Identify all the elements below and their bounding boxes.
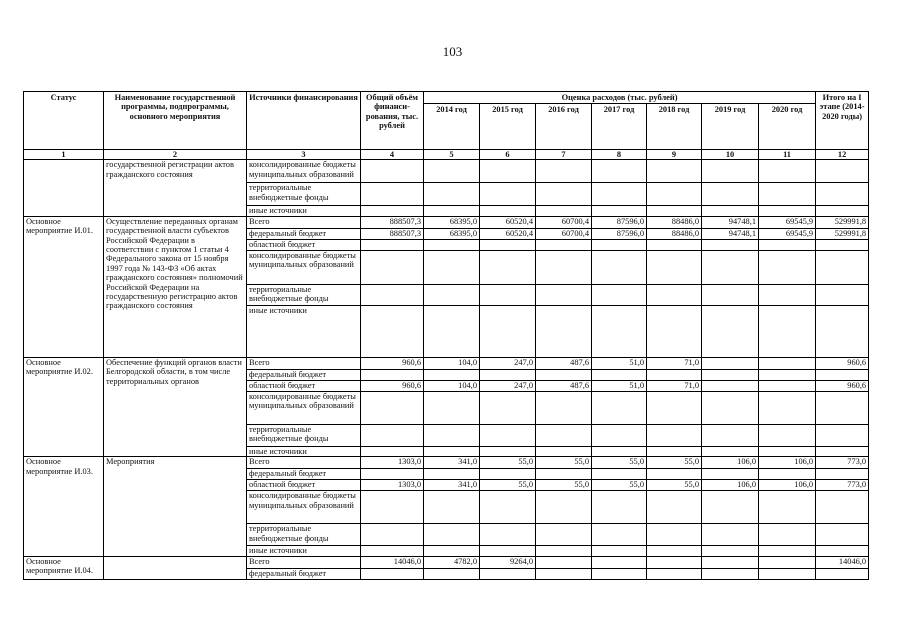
funding-source-cell: Всего bbox=[247, 457, 361, 469]
stage-total-cell bbox=[816, 491, 869, 524]
column-number: 9 bbox=[647, 150, 702, 160]
status-cell: Основное мероприятие И.03. bbox=[24, 457, 104, 556]
year-value-cell: 341,0 bbox=[424, 480, 480, 491]
year-value-cell bbox=[480, 183, 536, 206]
header-year: 2018 год bbox=[647, 104, 702, 150]
year-value-cell: 51,0 bbox=[592, 380, 647, 391]
year-value-cell bbox=[702, 469, 759, 480]
year-value-cell bbox=[424, 160, 480, 183]
year-value-cell bbox=[424, 305, 480, 357]
year-value-cell bbox=[424, 369, 480, 380]
year-value-cell bbox=[592, 183, 647, 206]
year-value-cell bbox=[424, 446, 480, 456]
year-value-cell bbox=[759, 250, 816, 284]
stage-total-cell bbox=[816, 568, 869, 579]
total-cell bbox=[361, 284, 424, 305]
year-value-cell: 9264,0 bbox=[480, 556, 536, 568]
year-value-cell: 487,6 bbox=[536, 357, 592, 369]
year-value-cell bbox=[480, 469, 536, 480]
year-value-cell: 4782,0 bbox=[424, 556, 480, 568]
program-name-cell: Осуществление переданных органам государственной власти субъектов Российской Федерации в соответствии с пунктом 1 статьи 4 Федерального закона от 15 ноября 1997 года № 143-ФЗ «Об актах гражданского состояния» полномочий Российской Федерации на государственную регистрацию актов гражданского состояния bbox=[104, 216, 247, 357]
stage-total-cell bbox=[816, 160, 869, 183]
funding-source-cell: иные источники bbox=[247, 206, 361, 216]
column-number: 4 bbox=[361, 150, 424, 160]
stage-total-cell bbox=[816, 446, 869, 456]
funding-source-cell: иные источники bbox=[247, 546, 361, 556]
year-value-cell bbox=[592, 568, 647, 579]
column-number: 3 bbox=[247, 150, 361, 160]
year-value-cell bbox=[592, 424, 647, 446]
total-cell: 960,6 bbox=[361, 380, 424, 391]
year-value-cell bbox=[592, 369, 647, 380]
column-number: 6 bbox=[480, 150, 536, 160]
year-value-cell bbox=[759, 357, 816, 369]
status-cell: Основное мероприятие И.02. bbox=[24, 357, 104, 456]
year-value-cell: 55,0 bbox=[480, 457, 536, 469]
year-value-cell: 104,0 bbox=[424, 357, 480, 369]
year-value-cell: 106,0 bbox=[759, 457, 816, 469]
table-row bbox=[24, 556, 869, 568]
total-cell bbox=[361, 469, 424, 480]
year-value-cell bbox=[702, 424, 759, 446]
year-value-cell bbox=[536, 160, 592, 183]
year-value-cell bbox=[702, 568, 759, 579]
year-value-cell bbox=[480, 524, 536, 546]
header-name: Наименование государственной программы, подпрограммы, основного мероприятия bbox=[104, 92, 247, 150]
year-value-cell bbox=[759, 284, 816, 305]
year-value-cell: 55,0 bbox=[536, 480, 592, 491]
year-value-cell bbox=[647, 568, 702, 579]
total-cell bbox=[361, 239, 424, 250]
year-value-cell bbox=[759, 369, 816, 380]
header-year: 2015 год bbox=[480, 104, 536, 150]
column-number: 7 bbox=[536, 150, 592, 160]
year-value-cell bbox=[702, 305, 759, 357]
year-value-cell bbox=[424, 491, 480, 524]
year-value-cell bbox=[702, 160, 759, 183]
total-cell: 888507,3 bbox=[361, 216, 424, 228]
year-value-cell bbox=[536, 206, 592, 216]
year-value-cell: 71,0 bbox=[647, 357, 702, 369]
status-cell: Основное мероприятие И.01. bbox=[24, 216, 104, 357]
status-cell bbox=[24, 160, 104, 216]
year-value-cell bbox=[759, 568, 816, 579]
total-cell bbox=[361, 183, 424, 206]
funding-source-cell: консолидированные бюджеты муниципальных образований bbox=[247, 391, 361, 424]
stage-total-cell: 529991,8 bbox=[816, 216, 869, 228]
header-estimate: Оценка расходов (тыс. рублей) bbox=[424, 92, 816, 104]
year-value-cell bbox=[592, 250, 647, 284]
year-value-cell: 69545,9 bbox=[759, 216, 816, 228]
stage-total-cell bbox=[816, 391, 869, 424]
year-value-cell bbox=[592, 446, 647, 456]
year-value-cell bbox=[536, 556, 592, 568]
year-value-cell bbox=[424, 391, 480, 424]
header-year: 2017 год bbox=[592, 104, 647, 150]
year-value-cell: 106,0 bbox=[702, 480, 759, 491]
year-value-cell bbox=[480, 369, 536, 380]
total-cell bbox=[361, 305, 424, 357]
stage-total-cell: 773,0 bbox=[816, 457, 869, 469]
year-value-cell bbox=[480, 239, 536, 250]
total-cell bbox=[361, 391, 424, 424]
year-value-cell bbox=[536, 391, 592, 424]
year-value-cell bbox=[702, 546, 759, 556]
total-cell: 960,6 bbox=[361, 357, 424, 369]
stage-total-cell bbox=[816, 546, 869, 556]
column-number: 2 bbox=[104, 150, 247, 160]
year-value-cell bbox=[424, 206, 480, 216]
year-value-cell: 88486,0 bbox=[647, 228, 702, 239]
year-value-cell: 247,0 bbox=[480, 380, 536, 391]
year-value-cell bbox=[647, 446, 702, 456]
year-value-cell bbox=[480, 206, 536, 216]
year-value-cell bbox=[424, 524, 480, 546]
column-number: 12 bbox=[816, 150, 869, 160]
column-number: 11 bbox=[759, 150, 816, 160]
year-value-cell bbox=[592, 556, 647, 568]
year-value-cell bbox=[480, 446, 536, 456]
funding-source-cell: федеральный бюджет bbox=[247, 228, 361, 239]
funding-source-cell: Всего bbox=[247, 216, 361, 228]
stage-total-cell bbox=[816, 524, 869, 546]
year-value-cell bbox=[480, 284, 536, 305]
year-value-cell bbox=[647, 239, 702, 250]
year-value-cell: 55,0 bbox=[536, 457, 592, 469]
total-cell: 888507,3 bbox=[361, 228, 424, 239]
year-value-cell bbox=[702, 446, 759, 456]
year-value-cell: 247,0 bbox=[480, 357, 536, 369]
year-value-cell bbox=[647, 391, 702, 424]
year-value-cell: 88486,0 bbox=[647, 216, 702, 228]
table-row bbox=[24, 216, 869, 228]
year-value-cell bbox=[647, 183, 702, 206]
stage-total-cell: 14046,0 bbox=[816, 556, 869, 568]
year-value-cell bbox=[424, 250, 480, 284]
year-value-cell bbox=[702, 369, 759, 380]
year-value-cell bbox=[647, 160, 702, 183]
total-cell bbox=[361, 206, 424, 216]
year-value-cell bbox=[759, 380, 816, 391]
year-value-cell bbox=[759, 183, 816, 206]
year-value-cell: 55,0 bbox=[592, 457, 647, 469]
program-name-cell: Обеспечение функций органов власти Белгородской области, в том числе территориальных органов bbox=[104, 357, 247, 456]
column-number: 10 bbox=[702, 150, 759, 160]
funding-source-cell: федеральный бюджет bbox=[247, 469, 361, 480]
funding-source-cell: территориальные внебюджетные фонды bbox=[247, 524, 361, 546]
column-number: 1 bbox=[24, 150, 104, 160]
total-cell bbox=[361, 491, 424, 524]
year-value-cell bbox=[759, 491, 816, 524]
year-value-cell bbox=[536, 546, 592, 556]
year-value-cell bbox=[480, 546, 536, 556]
stage-total-cell: 960,6 bbox=[816, 357, 869, 369]
year-value-cell: 87596,0 bbox=[592, 216, 647, 228]
funding-source-cell: федеральный бюджет bbox=[247, 369, 361, 380]
year-value-cell: 55,0 bbox=[592, 480, 647, 491]
year-value-cell bbox=[702, 357, 759, 369]
year-value-cell bbox=[647, 424, 702, 446]
year-value-cell bbox=[592, 546, 647, 556]
year-value-cell bbox=[647, 250, 702, 284]
header-sources: Источники финансирования bbox=[247, 92, 361, 150]
year-value-cell bbox=[759, 206, 816, 216]
year-value-cell bbox=[592, 206, 647, 216]
funding-source-cell: иные источники bbox=[247, 305, 361, 357]
year-value-cell bbox=[702, 239, 759, 250]
year-value-cell: 68395,0 bbox=[424, 216, 480, 228]
total-cell bbox=[361, 369, 424, 380]
year-value-cell bbox=[536, 568, 592, 579]
total-cell bbox=[361, 160, 424, 183]
table-row bbox=[24, 457, 869, 469]
year-value-cell bbox=[759, 391, 816, 424]
year-value-cell: 68395,0 bbox=[424, 228, 480, 239]
year-value-cell bbox=[480, 491, 536, 524]
year-value-cell bbox=[702, 391, 759, 424]
header-year: 2019 год bbox=[702, 104, 759, 150]
year-value-cell bbox=[536, 183, 592, 206]
total-cell bbox=[361, 446, 424, 456]
stage-total-cell: 960,6 bbox=[816, 380, 869, 391]
year-value-cell bbox=[480, 568, 536, 579]
year-value-cell bbox=[480, 391, 536, 424]
year-value-cell bbox=[759, 446, 816, 456]
program-name-cell bbox=[104, 556, 247, 579]
year-value-cell bbox=[647, 491, 702, 524]
year-value-cell: 106,0 bbox=[759, 480, 816, 491]
year-value-cell bbox=[536, 284, 592, 305]
year-value-cell bbox=[647, 206, 702, 216]
year-value-cell bbox=[702, 183, 759, 206]
stage-total-cell bbox=[816, 183, 869, 206]
year-value-cell: 55,0 bbox=[647, 457, 702, 469]
year-value-cell bbox=[759, 469, 816, 480]
year-value-cell bbox=[480, 424, 536, 446]
year-value-cell bbox=[759, 305, 816, 357]
table-row bbox=[24, 160, 869, 183]
stage-total-cell bbox=[816, 469, 869, 480]
year-value-cell bbox=[592, 239, 647, 250]
year-value-cell: 51,0 bbox=[592, 357, 647, 369]
year-value-cell bbox=[480, 305, 536, 357]
year-value-cell: 94748,1 bbox=[702, 228, 759, 239]
funding-source-cell: консолидированные бюджеты муниципальных образований bbox=[247, 160, 361, 183]
column-number: 8 bbox=[592, 150, 647, 160]
year-value-cell bbox=[536, 369, 592, 380]
year-value-cell: 341,0 bbox=[424, 457, 480, 469]
stage-total-cell: 529991,8 bbox=[816, 228, 869, 239]
funding-source-cell: консолидированные бюджеты муниципальных образований bbox=[247, 250, 361, 284]
year-value-cell bbox=[536, 250, 592, 284]
program-name-cell: Мероприятия bbox=[104, 457, 247, 556]
total-cell bbox=[361, 568, 424, 579]
year-value-cell bbox=[424, 239, 480, 250]
year-value-cell bbox=[592, 524, 647, 546]
funding-source-cell: Всего bbox=[247, 556, 361, 568]
total-cell bbox=[361, 424, 424, 446]
year-value-cell bbox=[702, 284, 759, 305]
funding-source-cell: территориальные внебюджетные фонды bbox=[247, 424, 361, 446]
year-value-cell bbox=[647, 369, 702, 380]
total-cell bbox=[361, 524, 424, 546]
funding-source-cell: областной бюджет bbox=[247, 239, 361, 250]
year-value-cell bbox=[759, 524, 816, 546]
year-value-cell: 60700,4 bbox=[536, 228, 592, 239]
funding-source-cell: территориальные внебюджетные фонды bbox=[247, 183, 361, 206]
year-value-cell: 106,0 bbox=[702, 457, 759, 469]
funding-source-cell: территориальные внебюджетные фонды bbox=[247, 284, 361, 305]
stage-total-cell bbox=[816, 239, 869, 250]
year-value-cell bbox=[536, 239, 592, 250]
stage-total-cell bbox=[816, 305, 869, 357]
header-total: Общий объём финанси-рования, тыс. рублей bbox=[361, 92, 424, 150]
year-value-cell bbox=[647, 469, 702, 480]
year-value-cell bbox=[592, 284, 647, 305]
year-value-cell bbox=[702, 206, 759, 216]
stage-total-cell: 773,0 bbox=[816, 480, 869, 491]
header-year: 2020 год bbox=[759, 104, 816, 150]
total-cell: 1303,0 bbox=[361, 457, 424, 469]
year-value-cell bbox=[702, 491, 759, 524]
column-number-row bbox=[24, 150, 869, 160]
year-value-cell bbox=[592, 160, 647, 183]
stage-total-cell bbox=[816, 284, 869, 305]
funding-source-cell: областной бюджет bbox=[247, 480, 361, 491]
stage-total-cell bbox=[816, 206, 869, 216]
year-value-cell bbox=[536, 446, 592, 456]
year-value-cell bbox=[647, 524, 702, 546]
year-value-cell bbox=[592, 305, 647, 357]
year-value-cell bbox=[424, 546, 480, 556]
status-cell: Основное мероприятие И.04. bbox=[24, 556, 104, 579]
year-value-cell bbox=[702, 524, 759, 546]
header-status: Статус bbox=[24, 92, 104, 150]
year-value-cell bbox=[647, 305, 702, 357]
year-value-cell bbox=[592, 491, 647, 524]
funding-source-cell: федеральный бюджет bbox=[247, 568, 361, 579]
year-value-cell: 69545,9 bbox=[759, 228, 816, 239]
year-value-cell: 60520,4 bbox=[480, 228, 536, 239]
year-value-cell: 104,0 bbox=[424, 380, 480, 391]
year-value-cell bbox=[592, 391, 647, 424]
year-value-cell bbox=[647, 556, 702, 568]
year-value-cell bbox=[480, 160, 536, 183]
year-value-cell bbox=[702, 556, 759, 568]
year-value-cell: 60700,4 bbox=[536, 216, 592, 228]
year-value-cell bbox=[424, 183, 480, 206]
header-year: 2016 год bbox=[536, 104, 592, 150]
year-value-cell: 487,6 bbox=[536, 380, 592, 391]
funding-source-cell: консолидированные бюджеты муниципальных образований bbox=[247, 491, 361, 524]
year-value-cell: 94748,1 bbox=[702, 216, 759, 228]
header-stage-total: Итого на I этапе (2014-2020 годы) bbox=[816, 92, 869, 150]
year-value-cell: 87596,0 bbox=[592, 228, 647, 239]
year-value-cell bbox=[424, 424, 480, 446]
year-value-cell bbox=[424, 568, 480, 579]
year-value-cell bbox=[536, 469, 592, 480]
table-body bbox=[24, 160, 869, 579]
table-row bbox=[24, 357, 869, 369]
stage-total-cell bbox=[816, 424, 869, 446]
year-value-cell bbox=[702, 250, 759, 284]
year-value-cell bbox=[702, 380, 759, 391]
year-value-cell bbox=[759, 424, 816, 446]
table-header bbox=[24, 92, 869, 160]
year-value-cell bbox=[592, 469, 647, 480]
year-value-cell bbox=[536, 491, 592, 524]
year-value-cell bbox=[480, 250, 536, 284]
funding-source-cell: иные источники bbox=[247, 446, 361, 456]
header-year: 2014 год bbox=[424, 104, 480, 150]
year-value-cell bbox=[536, 524, 592, 546]
year-value-cell: 71,0 bbox=[647, 380, 702, 391]
total-cell bbox=[361, 546, 424, 556]
year-value-cell bbox=[647, 546, 702, 556]
total-cell: 1303,0 bbox=[361, 480, 424, 491]
year-value-cell bbox=[759, 239, 816, 250]
program-name-cell: государственной регистрации актов гражданского состояния bbox=[104, 160, 247, 216]
stage-total-cell bbox=[816, 369, 869, 380]
year-value-cell: 55,0 bbox=[647, 480, 702, 491]
year-value-cell bbox=[536, 424, 592, 446]
year-value-cell: 55,0 bbox=[480, 480, 536, 491]
total-cell: 14046,0 bbox=[361, 556, 424, 568]
year-value-cell bbox=[759, 160, 816, 183]
year-value-cell bbox=[536, 305, 592, 357]
year-value-cell bbox=[759, 546, 816, 556]
funding-source-cell: Всего bbox=[247, 357, 361, 369]
year-value-cell: 60520,4 bbox=[480, 216, 536, 228]
column-number: 5 bbox=[424, 150, 480, 160]
year-value-cell bbox=[424, 284, 480, 305]
year-value-cell bbox=[759, 556, 816, 568]
budget-table bbox=[23, 91, 869, 580]
total-cell bbox=[361, 250, 424, 284]
funding-source-cell: областной бюджет bbox=[247, 380, 361, 391]
stage-total-cell bbox=[816, 250, 869, 284]
budget-table-wrapper bbox=[23, 91, 869, 580]
year-value-cell bbox=[424, 469, 480, 480]
page-number: 103 bbox=[442, 44, 463, 59]
year-value-cell bbox=[647, 284, 702, 305]
